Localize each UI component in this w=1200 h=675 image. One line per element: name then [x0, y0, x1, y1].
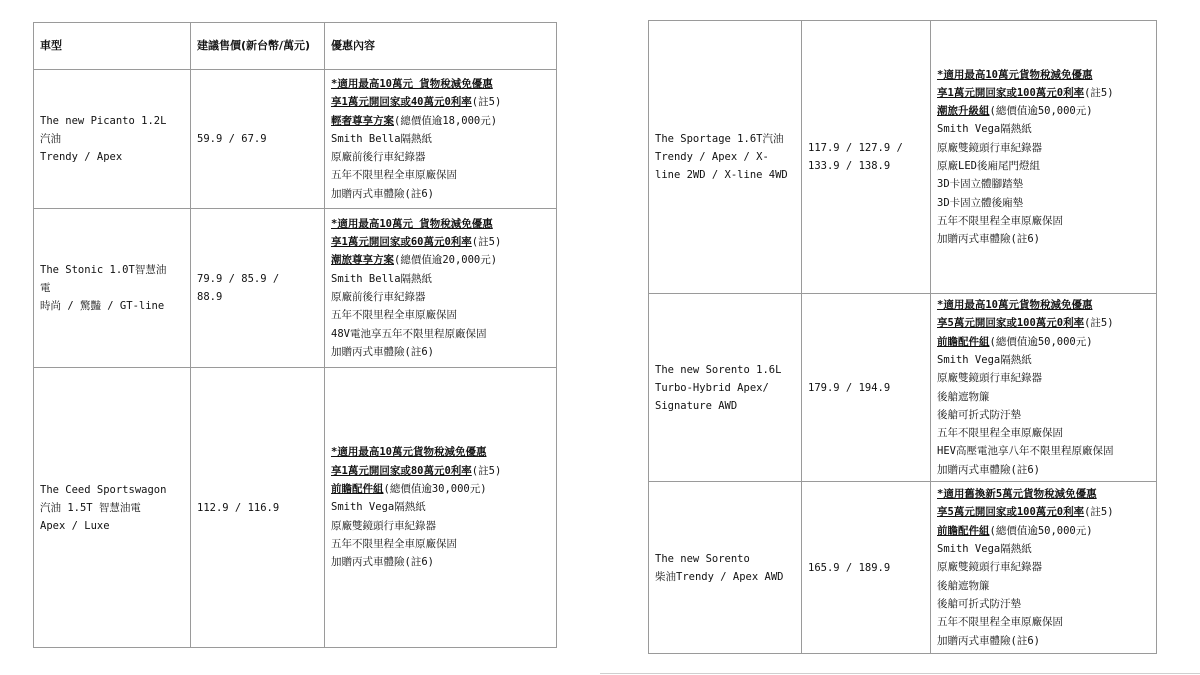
benefit-text: 後艙可折式防汙墊 — [937, 597, 1021, 610]
benefit-line — [937, 333, 1150, 351]
benefit-line — [937, 157, 1150, 175]
benefit-line — [937, 595, 1150, 613]
benefit-highlight: *適用最高10萬元貨物稅減免優惠 — [331, 446, 487, 459]
benefit-text: (總價值逾20,000元) — [394, 254, 498, 267]
benefit-line — [937, 66, 1150, 84]
benefit-line — [331, 148, 550, 166]
benefit-text: 原廠前後行車紀錄器 — [331, 291, 426, 303]
benefit-text: Smith Bella隔熱紙 — [331, 272, 433, 285]
benefit-text: 加贈丙式車體險(註6) — [331, 556, 434, 569]
benefit-text: 五年不限里程全車原廠保固 — [937, 616, 1063, 629]
benefit-text: 原廠雙鏡頭行車紀錄器 — [937, 141, 1042, 154]
benefit-line — [937, 522, 1150, 540]
benefit-line — [331, 480, 550, 498]
benefit-line — [937, 314, 1150, 332]
table-row — [649, 294, 1157, 482]
benefit-highlight: *適用舊換新5萬元貨物稅減免優惠 — [937, 488, 1097, 501]
benefit-text: HEV高壓電池享八年不限里程原廠保固 — [937, 445, 1114, 458]
table-row — [34, 70, 557, 209]
benefit-text: Smith Vega隔熱紙 — [937, 353, 1032, 366]
benefit-line — [937, 369, 1150, 387]
benefits-cell — [325, 209, 557, 368]
model-cell: The Sportage 1.6T汽油 Trendy / Apex / X- line 2WD / X-line 4WD — [649, 21, 802, 294]
benefit-text: 3D卡固立體腳踏墊 — [937, 178, 1024, 191]
benefit-highlight: 前瞻配件組 — [937, 524, 990, 537]
price-cell: 165.9 / 189.9 — [802, 482, 931, 654]
benefit-highlight: *適用最高10萬元 貨物稅減免優惠 — [331, 77, 493, 90]
benefit-line — [937, 461, 1150, 479]
benefit-text: 48V電池享五年不限里程原廠保固 — [331, 327, 487, 340]
benefit-line — [937, 632, 1150, 650]
benefit-line — [937, 212, 1150, 230]
benefit-line — [331, 553, 550, 571]
benefit-text: 原廠雙鏡頭行車紀錄器 — [331, 519, 436, 532]
benefits-cell — [931, 482, 1157, 654]
benefit-line — [937, 442, 1150, 460]
header-model: 車型 — [34, 23, 191, 70]
benefit-text: 加贈丙式車體險(註6) — [937, 634, 1040, 647]
benefit-text: 後艙可折式防汙墊 — [937, 408, 1021, 421]
benefit-line — [331, 112, 550, 130]
benefit-text: 五年不限里程全車原廠保固 — [937, 214, 1063, 227]
price-cell: 179.9 / 194.9 — [802, 294, 931, 482]
benefit-text: (註5) — [471, 96, 502, 109]
benefit-text: 後艙遮物簾 — [937, 390, 990, 403]
table-row — [649, 21, 1157, 294]
benefit-line — [331, 270, 550, 288]
benefit-line — [331, 130, 550, 148]
header-benefits: 優惠內容 — [325, 23, 557, 70]
benefit-text: Smith Vega隔熱紙 — [937, 123, 1032, 136]
benefit-line — [331, 306, 550, 324]
benefit-line — [937, 577, 1150, 595]
benefit-text: (註5) — [1084, 506, 1114, 519]
benefit-text: (總價值逾30,000元) — [383, 483, 487, 496]
promotion-table-right — [648, 20, 1157, 654]
benefit-highlight: 前瞻配件組 — [937, 335, 990, 348]
benefit-line — [937, 296, 1150, 314]
benefit-line — [331, 166, 550, 184]
model-cell: The new Picanto 1.2L 汽油 Trendy / Apex — [34, 70, 191, 209]
benefit-text: 五年不限里程全車原廠保固 — [331, 537, 457, 550]
benefits-cell — [325, 368, 557, 648]
benefit-line — [331, 343, 550, 361]
benefit-text: (總價值逾18,000元) — [394, 114, 498, 127]
benefit-text: 原廠雙鏡頭行車紀錄器 — [937, 561, 1042, 574]
benefit-line — [331, 288, 550, 306]
benefit-line — [937, 485, 1150, 503]
benefit-text: (註5) — [1084, 317, 1114, 330]
benefit-line — [937, 175, 1150, 193]
benefit-text: 加贈丙式車體險(註6) — [331, 345, 434, 358]
benefit-text: Smith Bella隔熱紙 — [331, 132, 433, 145]
price-cell: 79.9 / 85.9 / 88.9 — [191, 209, 325, 368]
benefit-text: 加贈丙式車體險(註6) — [937, 233, 1040, 246]
table-row — [34, 368, 557, 648]
benefits-cell — [931, 21, 1157, 294]
benefit-highlight: 享1萬元開回家或100萬元0利率 — [937, 86, 1085, 99]
benefit-line — [331, 517, 550, 535]
benefit-text: (總價值逾50,000元) — [989, 524, 1093, 537]
benefit-line — [331, 75, 550, 93]
table-row — [649, 482, 1157, 654]
benefit-highlight: 享1萬元開回家或60萬元0利率 — [331, 236, 472, 249]
header-price: 建議售價(新台幣/萬元) — [191, 23, 325, 70]
benefit-line — [937, 351, 1150, 369]
benefit-text: 五年不限里程全車原廠保固 — [331, 169, 457, 182]
benefits-cell — [931, 294, 1157, 482]
benefit-line — [331, 215, 550, 233]
benefit-highlight: *適用最高10萬元 貨物稅減免優惠 — [331, 217, 493, 230]
model-cell: The new Sorento 1.6L Turbo-Hybrid Apex/ Signature AWD — [649, 294, 802, 482]
benefit-highlight: 享5萬元開回家或100萬元0利率 — [937, 506, 1085, 519]
benefit-text: Smith Vega隔熱紙 — [331, 501, 426, 514]
benefit-text: (註5) — [471, 236, 502, 249]
benefit-line — [331, 535, 550, 553]
price-cell: 117.9 / 127.9 / 133.9 / 138.9 — [802, 21, 931, 294]
benefit-line — [331, 325, 550, 343]
benefit-highlight: 享5萬元開回家或100萬元0利率 — [937, 317, 1085, 330]
benefit-line — [937, 84, 1150, 102]
benefit-line — [937, 558, 1150, 576]
benefit-highlight: 輕奢尊享方案 — [331, 114, 394, 127]
benefit-line — [331, 93, 550, 111]
benefit-line — [937, 120, 1150, 138]
price-cell: 112.9 / 116.9 — [191, 368, 325, 648]
benefit-line — [937, 230, 1150, 248]
benefit-text: 3D卡固立體後廂墊 — [937, 196, 1024, 209]
benefit-highlight: 潮旅尊享方案 — [331, 254, 394, 267]
benefit-text: (註5) — [471, 464, 502, 477]
benefit-line — [937, 540, 1150, 558]
benefit-line — [331, 498, 550, 516]
benefit-line — [331, 462, 550, 480]
model-cell: The Stonic 1.0T智慧油 電 時尚 / 驚豔 / GT-line — [34, 209, 191, 368]
promotion-table-left — [33, 22, 557, 648]
benefit-highlight: 享1萬元開回家或40萬元0利率 — [331, 96, 472, 109]
benefit-line — [331, 443, 550, 461]
benefit-text: 五年不限里程全車原廠保固 — [331, 309, 457, 322]
benefit-highlight: 享1萬元開回家或80萬元0利率 — [331, 464, 472, 477]
price-cell: 59.9 / 67.9 — [191, 70, 325, 209]
benefit-text: Smith Vega隔熱紙 — [937, 543, 1032, 556]
benefit-text: (總價值逾50,000元) — [989, 105, 1093, 118]
benefit-text: 原廠LED後廂尾門燈組 — [937, 160, 1040, 172]
benefit-text: 後艙遮物簾 — [937, 579, 990, 592]
benefit-line — [937, 194, 1150, 212]
benefit-text: (註5) — [1084, 86, 1114, 99]
benefit-line — [937, 613, 1150, 631]
benefit-text: 加贈丙式車體險(註6) — [937, 463, 1040, 476]
benefit-line — [937, 503, 1150, 521]
benefit-highlight: 前瞻配件組 — [331, 483, 384, 496]
benefit-line — [331, 185, 550, 203]
model-cell: The new Sorento 柴油Trendy / Apex AWD — [649, 482, 802, 654]
header-row — [34, 23, 557, 70]
model-cell: The Ceed Sportswagon 汽油 1.5T 智慧油電 Apex / Luxe — [34, 368, 191, 648]
benefit-text: 五年不限里程全車原廠保固 — [937, 427, 1063, 440]
benefit-line — [937, 424, 1150, 442]
benefit-line — [937, 139, 1150, 157]
benefit-highlight: *適用最高10萬元貨物稅減免優惠 — [937, 299, 1093, 312]
benefit-text: 原廠前後行車紀錄器 — [331, 151, 426, 164]
benefit-text: 原廠雙鏡頭行車紀錄器 — [937, 372, 1042, 385]
page-divider — [600, 673, 1200, 674]
benefit-highlight: *適用最高10萬元貨物稅減免優惠 — [937, 68, 1093, 81]
table-row — [34, 209, 557, 368]
benefit-highlight: 潮旅升級組 — [937, 105, 990, 118]
benefit-line — [937, 406, 1150, 424]
benefit-line — [331, 251, 550, 269]
benefits-cell — [325, 70, 557, 209]
benefit-line — [937, 102, 1150, 120]
benefit-line — [331, 233, 550, 251]
benefit-line — [937, 388, 1150, 406]
benefit-text: 加贈丙式車體險(註6) — [331, 187, 434, 200]
benefit-text: (總價值逾50,000元) — [989, 335, 1093, 348]
